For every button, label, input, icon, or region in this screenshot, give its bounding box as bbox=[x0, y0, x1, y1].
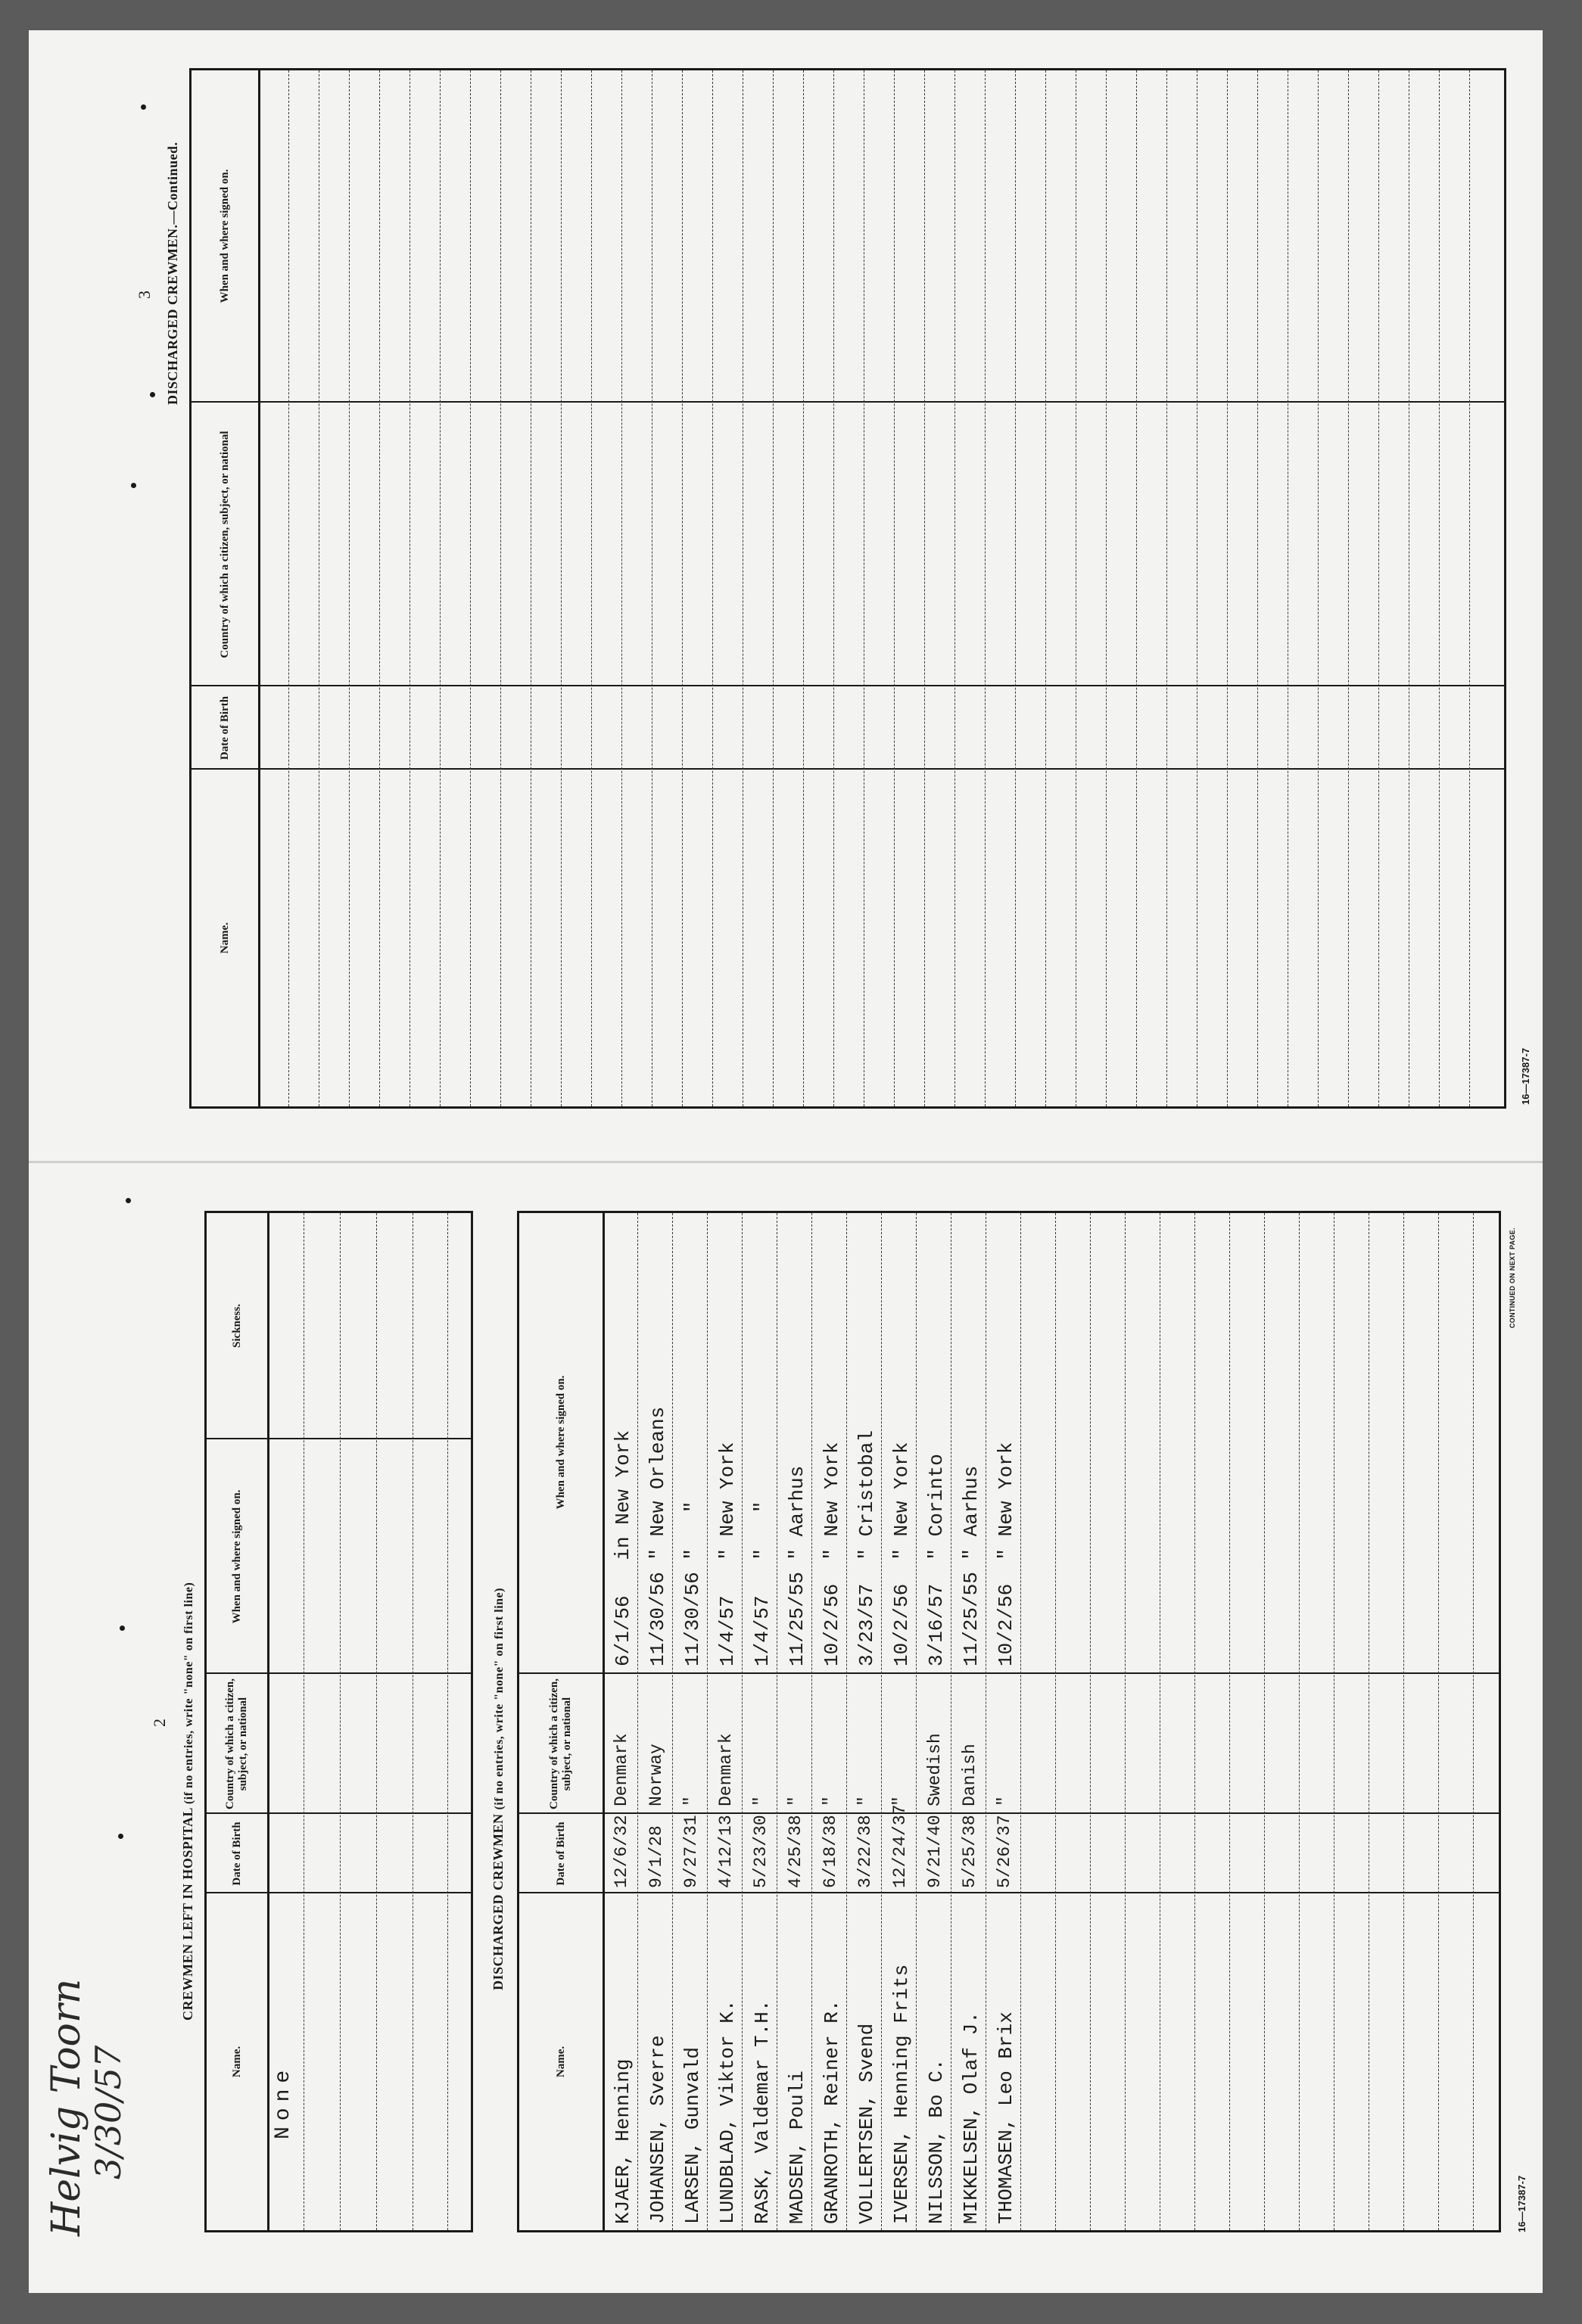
col-dob-header: Date of Birth bbox=[230, 1822, 243, 1886]
page-number: 2 bbox=[150, 1719, 169, 1727]
entry-line bbox=[288, 70, 289, 1106]
form-number: 16—17387-7 bbox=[1516, 2175, 1528, 2232]
crew-signed-on: 10/2/56 " New York bbox=[821, 1442, 843, 1666]
document-page bbox=[29, 30, 1543, 2293]
crew-dob: 4/25/38 bbox=[786, 1815, 805, 1888]
col-divider bbox=[207, 1893, 471, 1894]
crew-name: LUNDBLAD, Viktor K. bbox=[716, 1999, 739, 2224]
hospital-title-note: (if no entries, write "none" on first line) bbox=[182, 1582, 195, 1805]
col-sickness-header: Sickness. bbox=[230, 1304, 243, 1348]
table-row bbox=[612, 1213, 646, 2230]
discharged-table-header bbox=[519, 1213, 605, 2230]
entry-line bbox=[833, 70, 834, 1106]
entry-line bbox=[500, 70, 501, 1106]
entry-line bbox=[954, 70, 955, 1106]
crew-signed-on: 6/1/56 in New York bbox=[612, 1430, 634, 1666]
col-signed-on-header: When and where signed on. bbox=[218, 169, 231, 303]
discharged-table bbox=[517, 1211, 1501, 2232]
discharged-continued-title: DISCHARGED CREWMEN.—Continued. bbox=[165, 142, 180, 405]
entry-line bbox=[1045, 70, 1046, 1106]
crew-name: LARSEN, Gunvald bbox=[681, 2046, 704, 2224]
entry-line bbox=[803, 70, 804, 1106]
page-2 bbox=[29, 1162, 1543, 2293]
crew-dob: 5/23/30 bbox=[751, 1815, 771, 1888]
ink-speck bbox=[120, 1626, 125, 1631]
entry-line bbox=[1166, 70, 1167, 1106]
crew-dob: 6/18/38 bbox=[821, 1815, 840, 1888]
crew-country: Danish bbox=[960, 1744, 979, 1806]
crew-dob: 9/21/40 bbox=[925, 1815, 945, 1888]
crew-signed-on: 3/16/57 " Corinto bbox=[925, 1454, 948, 1666]
crew-name: NILSSON, Bo C. bbox=[925, 2058, 948, 2224]
crew-signed-on: 1/4/57 " New York bbox=[716, 1442, 739, 1666]
entry-line bbox=[894, 70, 895, 1106]
col-divider bbox=[192, 686, 1504, 687]
entry-line bbox=[561, 70, 562, 1106]
crew-signed-on: 10/2/56 " New York bbox=[890, 1442, 913, 1666]
entry-line bbox=[1055, 1213, 1056, 2230]
entry-line bbox=[1348, 70, 1349, 1106]
table-row bbox=[855, 1213, 890, 2230]
entry-line bbox=[1299, 1213, 1300, 2230]
col-name-header: Name. bbox=[554, 2046, 567, 2078]
table-row bbox=[786, 1213, 821, 2230]
entry-line bbox=[591, 70, 592, 1106]
crew-dob: 12/6/32 bbox=[612, 1815, 631, 1888]
col-divider bbox=[192, 769, 1504, 770]
crew-dob: 4/12/13 bbox=[716, 1815, 736, 1888]
crew-name: THOMASEN, Leo Brix bbox=[995, 2011, 1017, 2224]
col-divider bbox=[207, 1439, 471, 1440]
entry-line bbox=[1136, 70, 1137, 1106]
col-name-header: Name. bbox=[230, 2046, 243, 2078]
entry-line bbox=[682, 70, 683, 1106]
crew-name: RASK, Valdemar T.H. bbox=[751, 1999, 774, 2224]
hospital-table bbox=[204, 1211, 473, 2232]
crew-dob: 9/1/28 bbox=[646, 1825, 666, 1888]
entry-line bbox=[621, 70, 622, 1106]
crew-country: " bbox=[786, 1796, 805, 1806]
page-3 bbox=[29, 30, 1543, 1162]
entry-line bbox=[1438, 1213, 1439, 2230]
crew-country: " bbox=[890, 1796, 910, 1806]
ink-speck bbox=[131, 483, 136, 488]
discharged-section-title bbox=[490, 1588, 506, 1990]
crew-name: KJAER, Henning bbox=[612, 2058, 634, 2224]
crew-dob: 5/26/37 bbox=[995, 1815, 1014, 1888]
ink-speck bbox=[150, 392, 155, 397]
col-country-header: Country of which a citizen, subject, or national bbox=[224, 1678, 249, 1809]
entry-line bbox=[1257, 70, 1258, 1106]
crew-country: Denmark bbox=[716, 1733, 736, 1806]
table-row bbox=[681, 1213, 716, 2230]
ink-speck bbox=[126, 1198, 131, 1203]
col-divider bbox=[192, 402, 1504, 403]
entry-line bbox=[1473, 1213, 1474, 2230]
entry-line bbox=[470, 70, 471, 1106]
page-number: 3 bbox=[135, 291, 154, 299]
crew-signed-on: 1/4/57 " " bbox=[751, 1501, 774, 1666]
ink-speck bbox=[118, 1834, 123, 1839]
crew-name: GRANROTH, Reiner R. bbox=[821, 1999, 843, 2224]
handwritten-date: 3/30/57 bbox=[88, 2045, 129, 2179]
entry-line bbox=[1264, 1213, 1265, 2230]
entry-line bbox=[1403, 1213, 1404, 2230]
crew-name: VOLLERTSEN, Svend bbox=[855, 2023, 878, 2224]
col-divider bbox=[207, 1813, 471, 1815]
table-row bbox=[890, 1213, 925, 2230]
crew-country: " bbox=[855, 1796, 875, 1806]
table-row bbox=[925, 1213, 960, 2230]
entry-line bbox=[773, 70, 774, 1106]
crew-country: Swedish bbox=[925, 1733, 945, 1806]
col-country-header: Country of which a citizen, subject, or national bbox=[548, 1678, 573, 1809]
entry-line bbox=[1106, 70, 1107, 1106]
entry-line bbox=[1125, 1213, 1126, 2230]
entry-line bbox=[447, 1213, 448, 2230]
col-divider bbox=[207, 1673, 471, 1675]
entry-line bbox=[1015, 70, 1016, 1106]
table-row bbox=[716, 1213, 751, 2230]
col-dob-header: Date of Birth bbox=[554, 1822, 567, 1886]
discharged-title-text: DISCHARGED CREWMEN bbox=[490, 1813, 506, 1990]
entry-line bbox=[1194, 1213, 1195, 2230]
col-country-header: Country of which a citizen, subject, or national bbox=[218, 431, 231, 658]
discharged-continued-header bbox=[192, 70, 260, 1106]
hospital-entry-none: None bbox=[272, 2064, 295, 2139]
table-row bbox=[960, 1213, 995, 2230]
crew-dob: 9/27/31 bbox=[681, 1815, 701, 1888]
col-name-header: Name. bbox=[218, 922, 231, 954]
continued-note: CONTINUED ON NEXT PAGE. bbox=[1509, 1227, 1516, 1328]
entry-line bbox=[1469, 70, 1470, 1106]
crew-signed-on: 11/25/55 " Aarhus bbox=[786, 1465, 808, 1666]
entry-line bbox=[349, 70, 350, 1106]
discharged-title-note: (if no entries, write "none" on first line) bbox=[493, 1588, 506, 1810]
entry-line bbox=[1378, 70, 1379, 1106]
entry-line bbox=[1229, 1213, 1230, 2230]
crew-signed-on: 11/30/56 " New Orleans bbox=[646, 1406, 669, 1666]
form-number: 16—17387-7 bbox=[1520, 1047, 1531, 1105]
entry-line bbox=[1090, 1213, 1091, 2230]
entry-line bbox=[924, 70, 925, 1106]
entry-line bbox=[1439, 70, 1440, 1106]
crew-name: IVERSEN, Henning Frits bbox=[890, 1964, 913, 2224]
rotated-form-sheet bbox=[29, 30, 1543, 2293]
crew-country: " bbox=[681, 1796, 701, 1806]
crew-dob: 12/24/37 bbox=[890, 1804, 910, 1888]
crew-country: Denmark bbox=[612, 1733, 631, 1806]
handwritten-name: Helvig Toorn bbox=[44, 1978, 89, 2236]
col-signed-on-header: When and where signed on. bbox=[554, 1375, 567, 1510]
crew-name: JOHANSEN, Sverre bbox=[646, 2035, 669, 2224]
entry-line bbox=[340, 1213, 341, 2230]
hospital-section-title bbox=[180, 1582, 196, 2021]
crew-country: Norway bbox=[646, 1744, 666, 1806]
crew-signed-on: 3/23/57 " Cristobal bbox=[855, 1430, 878, 1666]
entry-line bbox=[712, 70, 713, 1106]
crew-dob: 3/22/38 bbox=[855, 1815, 875, 1888]
discharged-continued-table bbox=[189, 68, 1506, 1109]
col-dob-header: Date of Birth bbox=[218, 695, 231, 761]
hospital-table-header bbox=[207, 1213, 269, 2230]
table-row bbox=[646, 1213, 681, 2230]
crew-country: " bbox=[995, 1796, 1014, 1806]
col-signed-on-header: When and where signed on. bbox=[230, 1489, 243, 1624]
entry-line bbox=[376, 1213, 377, 2230]
table-row bbox=[995, 1213, 1029, 2230]
table-row bbox=[821, 1213, 855, 2230]
crew-country: " bbox=[751, 1796, 771, 1806]
crew-signed-on: 11/25/55 " Aarhus bbox=[960, 1465, 983, 1666]
hospital-title-text: CREWMEN LEFT IN HOSPITAL bbox=[180, 1808, 195, 2021]
crew-name: MIKKELSEN, Olaf J. bbox=[960, 2011, 983, 2224]
crew-name: MADSEN, Pouli bbox=[786, 2070, 808, 2224]
ink-speck bbox=[141, 104, 146, 110]
crew-country: " bbox=[821, 1796, 840, 1806]
entry-line bbox=[379, 70, 380, 1106]
crew-signed-on: 10/2/56 " New York bbox=[995, 1442, 1017, 1666]
crew-dob: 5/25/38 bbox=[960, 1815, 979, 1888]
crew-signed-on: 11/30/56 " " bbox=[681, 1501, 704, 1666]
table-row bbox=[751, 1213, 786, 2230]
entry-line bbox=[1318, 70, 1319, 1106]
entry-line bbox=[440, 70, 441, 1106]
entry-line bbox=[985, 70, 986, 1106]
entry-line bbox=[1227, 70, 1228, 1106]
